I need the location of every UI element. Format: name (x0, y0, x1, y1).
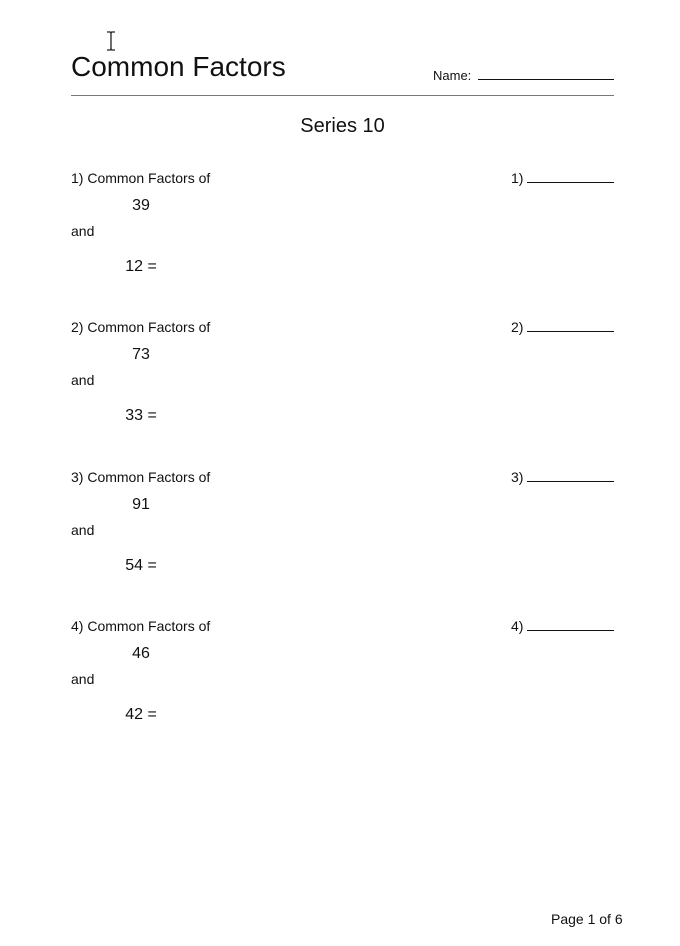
problem-number-b: 12 = (125, 258, 157, 275)
problem-question: 2) Common Factors of (71, 319, 211, 335)
answer-field[interactable] (511, 318, 614, 336)
answer-blank-line[interactable] (527, 481, 614, 482)
problem-2 (71, 318, 614, 438)
problem-number-b: 33 = (125, 407, 157, 424)
problem-number-a: 91 (132, 496, 150, 513)
series-heading: Series 10 (300, 115, 385, 137)
problem-number-b: 54 = (125, 557, 157, 574)
problem-question: 3) Common Factors of (71, 469, 211, 485)
answer-label: 2) (511, 319, 524, 335)
answer-field[interactable] (511, 169, 614, 187)
problem-1 (71, 169, 614, 289)
answer-label: 4) (511, 618, 524, 634)
name-blank-line[interactable] (478, 79, 614, 80)
problem-number-a: 46 (132, 645, 150, 662)
answer-label: 1) (511, 170, 524, 186)
answer-field[interactable] (511, 617, 614, 635)
text-cursor-icon (104, 31, 118, 51)
page-indicator: Page 1 of 6 (551, 911, 623, 927)
problem-4 (71, 617, 614, 737)
problem-question: 4) Common Factors of (71, 618, 211, 634)
answer-blank-line[interactable] (527, 331, 614, 332)
problem-3 (71, 468, 614, 588)
name-label: Name: (433, 68, 472, 83)
problem-and: and (71, 372, 95, 388)
problem-number-a: 39 (132, 197, 150, 214)
problem-number-b: 42 = (125, 706, 157, 723)
problem-and: and (71, 223, 95, 239)
problem-question: 1) Common Factors of (71, 170, 211, 186)
problem-and: and (71, 671, 95, 687)
problem-and: and (71, 522, 95, 538)
worksheet-title: Common Factors (71, 51, 286, 82)
problem-number-a: 73 (132, 346, 150, 363)
name-field[interactable] (433, 66, 614, 86)
answer-blank-line[interactable] (527, 182, 614, 183)
header-divider (71, 95, 614, 96)
answer-label: 3) (511, 469, 524, 485)
answer-blank-line[interactable] (527, 630, 614, 631)
answer-field[interactable] (511, 468, 614, 486)
